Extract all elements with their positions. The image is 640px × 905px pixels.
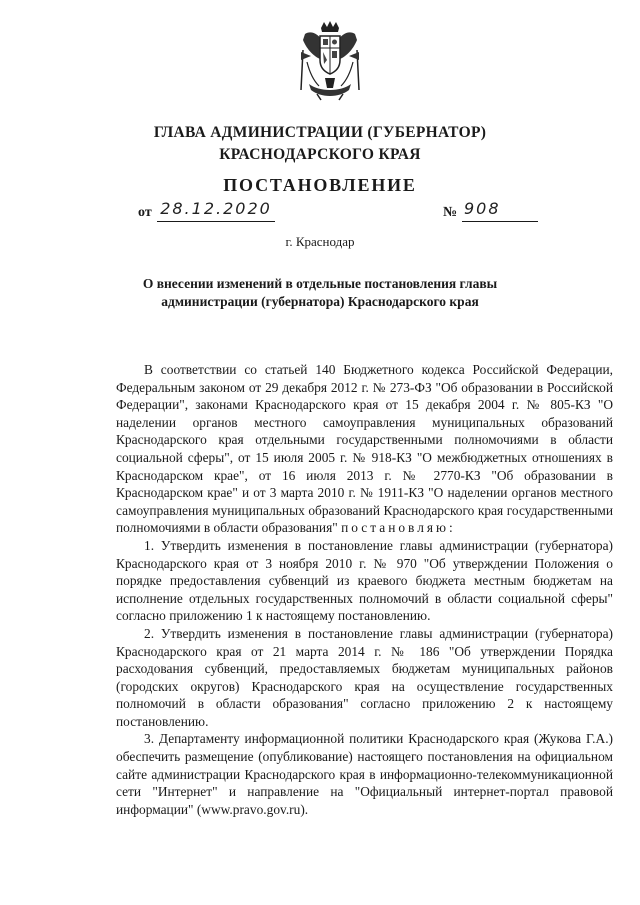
intro-text: В соответствии со статьей 140 Бюджетного кодекса Российской Федерации, Федеральным законом от 29 декабря 2012 г. № 273-ФЗ "Об образовании в Российской Федерации", законами Краснодарского края от 15 декабря 2004 г. № 805-КЗ "О наделении органов местного самоуправления муниципальных образований Краснодарского края отдельными государственными полномочиями в области социальной сферы", от 15 июля 2005 г. № 918-КЗ "О межбюджетных отношениях в Краснодарском крае", от 16 июля 2013 г. № 2770-КЗ "Об образовании в Краснодарском крае" и от 3 марта 2010 г. № 1911-КЗ "О наделении органов местного самоуправления муниципальных образований Краснодарского края государственными полномочиями в области образования" (116, 362, 613, 536)
city: г. Краснодар (285, 234, 355, 249)
decree-word: постановляю: (341, 520, 456, 536)
item-paragraph-1: 1. Утвердить изменения в постановление главы администрации (губернатора) Краснодарского края от 3 ноября 2010 г. № 970 "Об утверждении Положения о порядке предоставления субвенций из краевого бюджета местным бюджетам на исполнение отдельных государственных полномочий в области социальной сферы" согласно приложению 1 к настоящему постановлению. (116, 537, 613, 624)
number-prefix: № (443, 205, 458, 220)
document-body (116, 361, 613, 818)
coat-of-arms-icon (297, 20, 363, 102)
item-paragraph-2: 2. Утвердить изменения в постановление главы администрации (губернатора) Краснодарского края от 21 марта 2014 г. № 186 "Об утверждении Порядка расходования субвенций, предоставляемых бюджетам муниципальных районов (городских округов) Краснодарского края на осуществление государственных полномочий в области образования" согласно приложению 2 к настоящему постановлению. (116, 625, 613, 729)
authority-title-line-2: КРАСНОДАРСКОГО КРАЯ (219, 146, 421, 163)
document-title-line-2: администрации (губернатора) Краснодарского края (161, 294, 479, 309)
date-prefix: от (138, 205, 152, 220)
document-title-line-1: О внесении изменений в отдельные постановления главы (142, 276, 498, 291)
intro-paragraph (116, 361, 613, 537)
document-type: ПОСТАНОВЛЕНИЕ (223, 175, 417, 195)
item-paragraph-3: 3. Департаменту информационной политики Краснодарского края (Жукова Г.А.) обеспечить размещение (опубликование) настоящего постановления на официальном сайте администрации Краснодарского края в информационно-телекоммуникационной сети "Интернет" и направление на "Официальный интернет-портал правовой информации" (www.pravo.gov.ru). (116, 731, 613, 817)
date-value: 28.12.2020 (157, 199, 275, 222)
number-value: 908 (462, 199, 538, 222)
authority-title-line-1: ГЛАВА АДМИНИСТРАЦИИ (ГУБЕРНАТОР) (153, 124, 487, 141)
